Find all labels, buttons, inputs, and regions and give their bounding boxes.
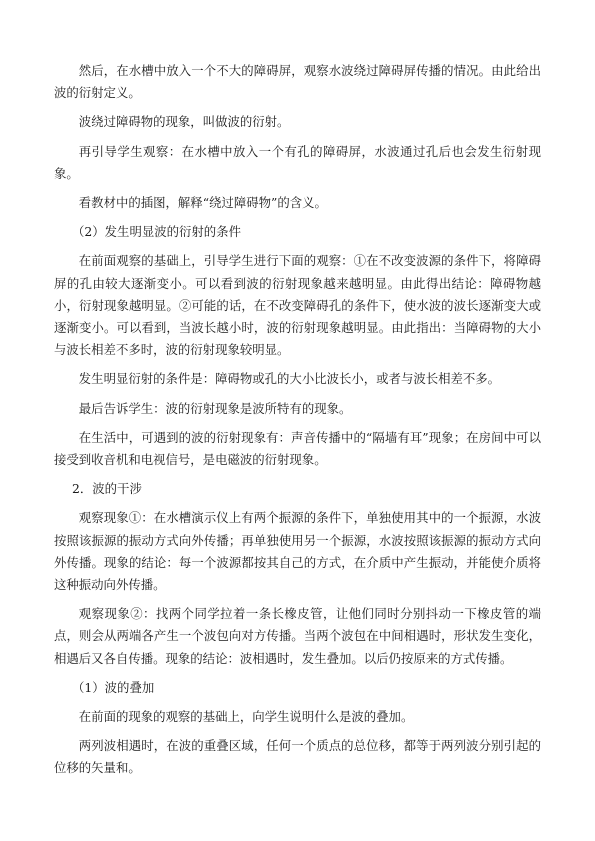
paragraph: 波绕过障碍物的现象，叫做波的衍射。 bbox=[78, 114, 290, 130]
paragraph: 在前面的现象的观察的基础上，向学生说明什么是波的叠加。 bbox=[78, 709, 414, 725]
paragraph: 两列波相遇时，在波的重叠区域，任何一个质点的总位移，都等于两列波分别引起的位移的矢量和。 bbox=[54, 738, 541, 776]
paragraph: 看教材中的插图，解释“绕过障碍物”的含义。 bbox=[78, 195, 327, 211]
paragraph: 在生活中，可遇到的波的衍射现象有：声音传播中的“隔墙有耳”现象；在房间中可以接受到收音机和电视信号，是电磁波的衍射现象。 bbox=[54, 429, 541, 468]
section-heading: 2．波的干涉 bbox=[72, 481, 142, 497]
section-heading: （1）波的叠加 bbox=[72, 679, 155, 695]
paragraph: 观察现象①：在水槽演示仪上有两个振源的条件下，单独使用其中的一个振源，水波按照该振源的振动方式向外传播；再单独使用另一个振源，水波按照该振源的振动方式向外传播。现象的结论：每一个波源都按其自己的方式，在介质中产生振动，并能使介质将这种振动向外传播。 bbox=[54, 510, 541, 593]
paragraph: 发生明显衍射的条件是：障碍物或孔的大小比波长小，或者与波长相差不多。 bbox=[78, 371, 501, 387]
section-heading: （2）发生明显波的衍射的条件 bbox=[72, 224, 241, 240]
paragraph: 最后告诉学生：波的衍射现象是波所特有的现象。 bbox=[78, 400, 352, 416]
paragraph: 然后，在水槽中放入一个不大的障碍屏，观察水波绕过障碍屏传播的情况。由此给出波的衍射定义。 bbox=[54, 63, 541, 101]
paragraph: 观察现象②：找两个同学拉着一条长橡皮管，让他们同时分别抖动一下橡皮管的端点，则会从两端各产生一个波包向对方传播。当两个波包在中间相遇时，形状发生变化，相遇后又各自传播。现象的结论：波相遇时，发生叠加。以后仍按原来的方式传播。 bbox=[54, 606, 541, 666]
paragraph: 再引导学生观察：在水槽中放入一个有孔的障碍屏，水波通过孔后也会发生衍射现象。 bbox=[54, 143, 541, 181]
document-page bbox=[54, 60, 541, 787]
paragraph: 在前面观察的基础上，引导学生进行下面的观察：①在不改变波源的条件下，将障碍屏的孔由较大逐渐变小。可以看到波的衍射现象越来越明显。由此得出结论：障碍物越小，衍射现象越明显。②可能的话，在不改变障碍孔的条件下，使水波的波长逐渐变大或逐渐变小。可以看到，当波长越小时，波的衍射现象越明显。由此指出：当障碍物的大小与波长相差不多时，波的衍射现象较明显。 bbox=[54, 253, 541, 358]
